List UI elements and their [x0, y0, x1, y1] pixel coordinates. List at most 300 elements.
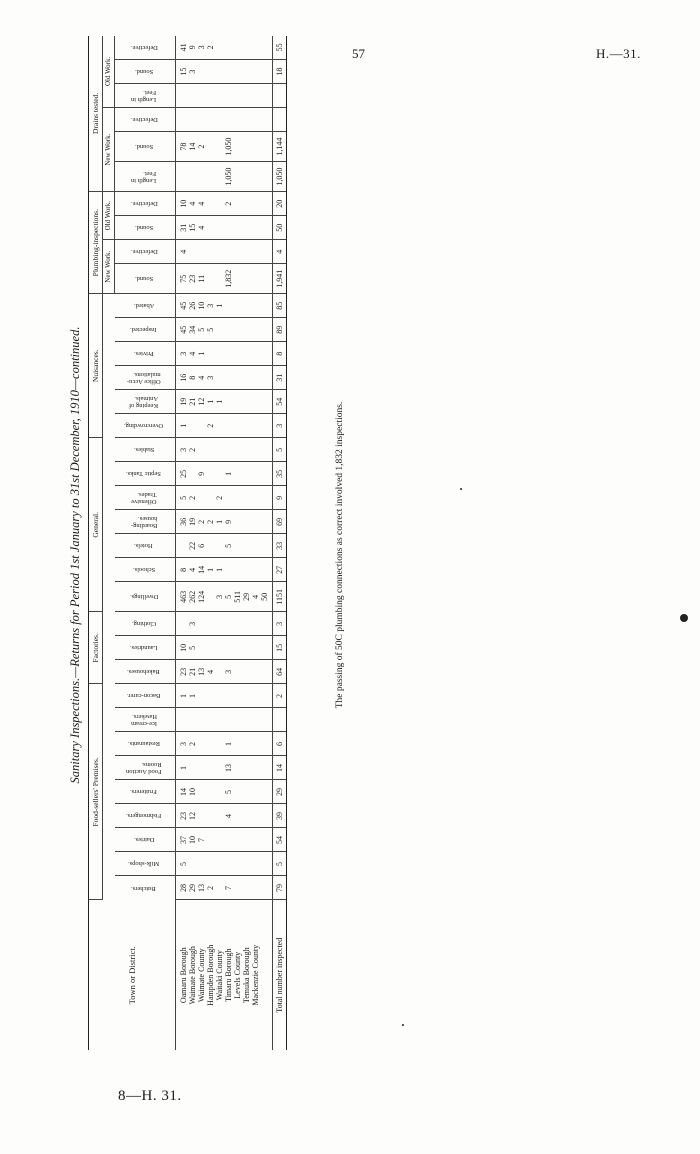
table-cell: 14: [197, 558, 206, 582]
table-cell: 2: [215, 486, 224, 510]
table-cell: [215, 732, 224, 756]
table-cell: [197, 780, 206, 804]
table-cell: [260, 462, 273, 486]
table-cell: [260, 36, 273, 60]
table-cell: [260, 216, 273, 240]
town-name: [260, 900, 273, 1050]
table-cell: [260, 828, 273, 852]
total-cell: 1,144: [273, 132, 287, 162]
table-cell: [233, 828, 242, 852]
table-cell: [242, 264, 251, 294]
table-cell: [233, 162, 242, 192]
table-cell: [251, 192, 260, 216]
table-cell: [233, 108, 242, 132]
table-cell: [197, 636, 206, 660]
table-cell: [233, 84, 242, 108]
table-cell: 262: [188, 582, 197, 612]
table-cell: [242, 852, 251, 876]
table-cell: [224, 828, 233, 852]
table-cell: [215, 756, 224, 780]
table-cell: [206, 612, 215, 636]
table-cell: [215, 192, 224, 216]
table-cell: 5: [188, 636, 197, 660]
table-cell: 12: [197, 390, 206, 414]
table-cell: [206, 852, 215, 876]
town-name: Waimate County: [197, 948, 206, 1003]
table-cell: [224, 366, 233, 390]
column-header: [115, 636, 176, 660]
column-header: [115, 108, 176, 132]
table-cell: [215, 414, 224, 438]
table-cell: [233, 636, 242, 660]
table-cell: [233, 438, 242, 462]
table-cell: 124: [197, 582, 206, 612]
table-cell: [188, 462, 197, 486]
table-cell: [197, 852, 206, 876]
town-name: Hampden Borough: [206, 944, 215, 1006]
table-row: [233, 36, 242, 1050]
table-cell: 78: [176, 132, 189, 162]
column-header-label: Clothing.: [131, 620, 156, 628]
table-cell: 9: [224, 510, 233, 534]
column-header: [115, 162, 176, 192]
table-cell: [242, 108, 251, 132]
table-cell: 31: [176, 216, 189, 240]
table-cell: 10: [176, 636, 189, 660]
table-cell: [206, 240, 215, 264]
table-cell: 1,050: [224, 132, 233, 162]
column-header-label: Stables.: [133, 446, 154, 454]
table-cell: 4: [188, 558, 197, 582]
table-cell: [251, 60, 260, 84]
table-cell: [242, 780, 251, 804]
table-cell: [242, 876, 251, 900]
table-cell: [206, 192, 215, 216]
table-cell: [233, 264, 242, 294]
table-cell: [224, 486, 233, 510]
column-header-label: Butchers.: [131, 884, 157, 892]
table-cell: 26: [188, 294, 197, 318]
table-cell: [251, 414, 260, 438]
total-cell: 1,050: [273, 162, 287, 192]
table-cell: [215, 60, 224, 84]
table-cell: [224, 438, 233, 462]
table-cell: [215, 660, 224, 684]
table-cell: 463: [176, 582, 189, 612]
table-cell: [251, 294, 260, 318]
table-cell: 1,050: [224, 162, 233, 192]
column-header: [115, 660, 176, 684]
table-cell: [251, 264, 260, 294]
table-cell: [206, 342, 215, 366]
table-cell: 45: [176, 318, 189, 342]
table-cell: [242, 660, 251, 684]
column-header-label: Defective.: [130, 248, 158, 256]
table-cell: [176, 108, 189, 132]
group-header-general: General.: [89, 438, 103, 612]
table-cell: 5: [176, 852, 189, 876]
table-cell: 5: [224, 534, 233, 558]
table-cell: [251, 852, 260, 876]
table-cell: [251, 486, 260, 510]
table-cell: 2: [206, 510, 215, 534]
town-name: Levels County: [233, 951, 242, 999]
table-cell: [188, 414, 197, 438]
table-cell: 1: [176, 756, 189, 780]
column-header: [115, 264, 176, 294]
table-cell: 10: [188, 828, 197, 852]
table-cell: 11: [197, 264, 206, 294]
column-header-label: Sound.: [134, 275, 154, 283]
column-header: [115, 462, 176, 486]
table-cell: 2: [188, 438, 197, 462]
table-cell: [197, 756, 206, 780]
table-cell: [251, 684, 260, 708]
table-cell: [215, 612, 224, 636]
table-cell: 3: [206, 294, 215, 318]
table-cell: [206, 438, 215, 462]
table-cell: [260, 534, 273, 558]
town-name: Waimate Borough: [188, 946, 197, 1005]
table-cell: [242, 828, 251, 852]
table-cell: 15: [176, 60, 189, 84]
total-cell: 29: [273, 780, 287, 804]
table-cell: [260, 708, 273, 732]
table-cell: [215, 438, 224, 462]
table-row: [242, 36, 251, 1050]
table-cell: 10: [197, 294, 206, 318]
table-cell: [233, 462, 242, 486]
table-cell: [233, 804, 242, 828]
table-cell: [176, 534, 189, 558]
table-cell: 10: [188, 780, 197, 804]
table-cell: [260, 366, 273, 390]
table-cell: [224, 36, 233, 60]
table-cell: [224, 558, 233, 582]
column-header: [115, 390, 176, 414]
column-header: [115, 438, 176, 462]
table-cell: [242, 636, 251, 660]
table-cell: [251, 558, 260, 582]
column-header-label: Privies.: [133, 350, 154, 358]
table-cell: [233, 612, 242, 636]
table-cell: 41: [176, 36, 189, 60]
table-cell: [233, 240, 242, 264]
table-cell: [260, 804, 273, 828]
column-header: [115, 414, 176, 438]
table-cell: [233, 876, 242, 900]
table-cell: [188, 852, 197, 876]
table-cell: [242, 318, 251, 342]
table-cell: 23: [188, 264, 197, 294]
column-header-label: Fruiterers.: [130, 788, 158, 796]
plumbing-new-work-header: New Work.: [103, 240, 115, 294]
table-cell: 1,832: [224, 264, 233, 294]
table-cell: 7: [197, 828, 206, 852]
table-cell: 10: [176, 192, 189, 216]
table-cell: [233, 756, 242, 780]
table-cell: [215, 684, 224, 708]
plumbing-old-work-header: Old Work.: [103, 192, 115, 240]
total-cell: 9: [273, 486, 287, 510]
table-cell: [197, 414, 206, 438]
table-cell: 14: [176, 780, 189, 804]
column-header: [115, 294, 176, 318]
page-number: 57: [352, 46, 365, 61]
table-cell: 1: [215, 558, 224, 582]
column-header: [115, 708, 176, 732]
table-cell: 21: [188, 660, 197, 684]
table-cell: [242, 192, 251, 216]
table-cell: [251, 510, 260, 534]
total-cell: 31: [273, 366, 287, 390]
table-cell: [224, 390, 233, 414]
table-cell: [233, 366, 242, 390]
table-cell: [251, 636, 260, 660]
table-cell: 2: [188, 732, 197, 756]
total-cell: 1,941: [273, 264, 287, 294]
table-cell: 13: [197, 876, 206, 900]
table-cell: [242, 132, 251, 162]
table-cell: [251, 876, 260, 900]
table-row: [251, 36, 260, 1050]
table-cell: 9: [197, 462, 206, 486]
column-header-label: Overcrowding.: [124, 422, 164, 430]
table-cell: [233, 780, 242, 804]
total-cell: 2: [273, 684, 287, 708]
total-cell: 20: [273, 192, 287, 216]
table-cell: [260, 294, 273, 318]
table-cell: [233, 486, 242, 510]
table-cell: [242, 414, 251, 438]
column-header-label: Schools.: [132, 566, 155, 574]
table-cell: 12: [188, 804, 197, 828]
column-header-label: Hotels.: [134, 542, 154, 550]
column-header-label: Length in Feet.: [131, 88, 157, 103]
table-cell: [233, 708, 242, 732]
table-cell: [233, 216, 242, 240]
table-cell: 75: [176, 264, 189, 294]
table-cell: [242, 510, 251, 534]
table-cell: [242, 216, 251, 240]
total-cell: 5: [273, 852, 287, 876]
table-cell: 1: [215, 294, 224, 318]
table-cell: [215, 876, 224, 900]
table-cell: [206, 534, 215, 558]
total-cell: 79: [273, 876, 287, 900]
table-cell: 22: [188, 534, 197, 558]
table-cell: [224, 216, 233, 240]
table-cell: 16: [176, 366, 189, 390]
total-cell: 8: [273, 342, 287, 366]
column-header: [115, 534, 176, 558]
table-cell: [242, 342, 251, 366]
table-cell: [215, 636, 224, 660]
margin-speck: [402, 1024, 404, 1026]
table-cell: [260, 264, 273, 294]
table-cell: [260, 162, 273, 192]
table-cell: [260, 318, 273, 342]
column-header: [115, 486, 176, 510]
table-cell: [251, 390, 260, 414]
table-cell: 23: [176, 660, 189, 684]
table-cell: 19: [176, 390, 189, 414]
column-header-label: Boarding- houses.: [130, 514, 157, 529]
drains-new-work-header: New Work.: [103, 108, 115, 192]
table-cell: [224, 684, 233, 708]
table-cell: [260, 438, 273, 462]
column-header: [115, 132, 176, 162]
table-cell: 3: [224, 660, 233, 684]
total-cell: 1151: [273, 582, 287, 612]
table-cell: [176, 708, 189, 732]
table-cell: [224, 60, 233, 84]
table-cell: [260, 342, 273, 366]
table-cell: 3: [206, 366, 215, 390]
table-cell: [260, 636, 273, 660]
column-header-label: Offensive Trades.: [130, 490, 157, 505]
table-cell: 3: [188, 60, 197, 84]
total-cell: 35: [273, 462, 287, 486]
table-cell: [188, 108, 197, 132]
column-header: [115, 558, 176, 582]
table-cell: 5: [176, 486, 189, 510]
table-cell: [215, 264, 224, 294]
table-cell: [188, 756, 197, 780]
column-header-label: Inspected.: [130, 326, 158, 334]
table-cell: [206, 462, 215, 486]
table-cell: [197, 108, 206, 132]
table-cell: 4: [188, 342, 197, 366]
column-header: [115, 756, 176, 780]
table-cell: [260, 192, 273, 216]
table-cell: [206, 780, 215, 804]
table-cell: [242, 240, 251, 264]
table-cell: [197, 708, 206, 732]
table-cell: [233, 732, 242, 756]
table-cell: [215, 240, 224, 264]
table-cell: 511: [233, 582, 242, 612]
table-cell: [233, 852, 242, 876]
table-cell: 3: [176, 342, 189, 366]
column-header-label: Sound.: [134, 224, 154, 232]
drains-old-work-header: Old Work.: [103, 36, 115, 108]
table-cell: [206, 684, 215, 708]
table-cell: [233, 192, 242, 216]
table-cell: [215, 462, 224, 486]
table-cell: [260, 780, 273, 804]
total-cell: 85: [273, 294, 287, 318]
table-cell: [215, 804, 224, 828]
table-cell: [242, 162, 251, 192]
table-cell: 25: [176, 462, 189, 486]
table-cell: 2: [224, 192, 233, 216]
column-header: [115, 780, 176, 804]
table-cell: [206, 108, 215, 132]
table-cell: 21: [188, 390, 197, 414]
table-cell: [224, 84, 233, 108]
table-cell: 1: [176, 414, 189, 438]
table-cell: [224, 414, 233, 438]
total-cell: 5: [273, 438, 287, 462]
table-cell: 13: [224, 756, 233, 780]
table-cell: [206, 486, 215, 510]
table-cell: 34: [188, 318, 197, 342]
table-cell: [251, 84, 260, 108]
table-cell: [242, 684, 251, 708]
table-cell: [224, 708, 233, 732]
table-cell: [224, 636, 233, 660]
table-cell: 1: [206, 558, 215, 582]
table-cell: 1: [176, 684, 189, 708]
table-cell: [260, 108, 273, 132]
table-cell: 23: [176, 804, 189, 828]
table-cell: 2: [197, 510, 206, 534]
table-cell: [251, 756, 260, 780]
column-header: [115, 60, 176, 84]
table-cell: 5: [206, 318, 215, 342]
table-cell: [242, 36, 251, 60]
table-cell: 3: [176, 732, 189, 756]
table-cell: 45: [176, 294, 189, 318]
table-cell: [233, 414, 242, 438]
table-cell: [224, 342, 233, 366]
table-cell: [251, 462, 260, 486]
column-header-label: Laundries.: [129, 644, 158, 652]
table-cell: [233, 684, 242, 708]
table-cell: [242, 612, 251, 636]
table-cell: [215, 162, 224, 192]
table-cell: [242, 60, 251, 84]
table-cell: 4: [197, 366, 206, 390]
group-header-nuisances: Nuisances.: [89, 294, 103, 438]
table-cell: 37: [176, 828, 189, 852]
table-row: [197, 36, 206, 1050]
column-header: [115, 732, 176, 756]
town-name: Temuka Borough: [242, 947, 251, 1004]
column-header-label: Fishmongers.: [126, 812, 162, 820]
column-header-label: Sound.: [134, 68, 154, 76]
margin-mark: [680, 614, 688, 622]
table-cell: [206, 804, 215, 828]
table-cell: 36: [176, 510, 189, 534]
table-cell: [215, 366, 224, 390]
table-cell: 1: [224, 732, 233, 756]
table-cell: [215, 708, 224, 732]
table-cell: [242, 732, 251, 756]
table-cell: [260, 390, 273, 414]
table-cell: [251, 708, 260, 732]
table-cell: [215, 318, 224, 342]
table-cell: [260, 60, 273, 84]
table-cell: [188, 162, 197, 192]
total-cell: 33: [273, 534, 287, 558]
table-cell: [215, 780, 224, 804]
table-cell: 1: [215, 390, 224, 414]
table-cell: [197, 486, 206, 510]
table-cell: [197, 612, 206, 636]
table-cell: [251, 534, 260, 558]
column-header-label: Length in Feet.: [131, 169, 157, 184]
table-cell: [197, 162, 206, 192]
table-cell: [242, 390, 251, 414]
signature-mark: 8—H. 31.: [118, 1088, 182, 1104]
column-header-label: Septic Tanks.: [126, 470, 162, 478]
table-cell: [242, 366, 251, 390]
table-cell: [224, 852, 233, 876]
table-cell: 5: [224, 780, 233, 804]
table-cell: [251, 240, 260, 264]
